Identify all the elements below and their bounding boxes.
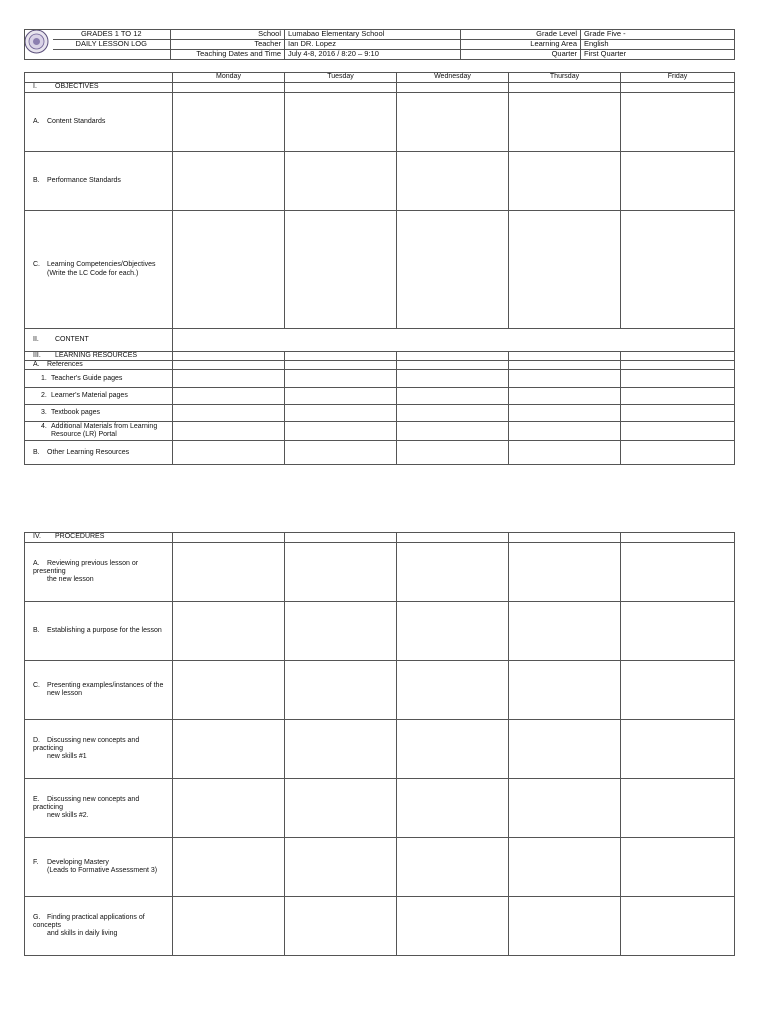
entry-cell — [509, 661, 621, 720]
entry-cell — [397, 211, 509, 329]
header-table — [24, 29, 735, 60]
teachers-guide-label: 1. Teacher's Guide pages — [25, 370, 173, 388]
entry-cell — [509, 779, 621, 838]
entry-cell — [173, 152, 285, 211]
entry-cell — [509, 388, 621, 405]
performance-standards-label: B. Performance Standards — [25, 152, 173, 211]
content-standards-label: A. Content Standards — [25, 93, 173, 152]
entry-cell — [621, 83, 735, 93]
objectives-heading: I. OBJECTIVES — [25, 83, 173, 93]
procedure-f-label: F. Developing Mastery (Leads to Formative Assessment 3) — [25, 838, 173, 897]
entry-cell — [285, 661, 397, 720]
entry-cell — [397, 441, 509, 465]
content-cell — [173, 329, 735, 352]
entry-cell — [397, 533, 509, 543]
entry-cell — [621, 361, 735, 370]
entry-cell — [285, 388, 397, 405]
entry-cell — [621, 533, 735, 543]
entry-cell — [173, 720, 285, 779]
entry-cell — [621, 352, 735, 361]
entry-cell — [397, 152, 509, 211]
entry-cell — [173, 838, 285, 897]
title-blank — [53, 50, 171, 60]
entry-cell — [509, 543, 621, 602]
entry-cell — [397, 779, 509, 838]
procedure-b-label: B. Establishing a purpose for the lesson — [25, 602, 173, 661]
entry-cell — [509, 720, 621, 779]
entry-cell — [509, 602, 621, 661]
references-label: A. References — [25, 361, 173, 370]
entry-cell — [397, 352, 509, 361]
entry-cell — [509, 441, 621, 465]
entry-cell — [285, 361, 397, 370]
day-header-thursday: Thursday — [509, 73, 621, 83]
entry-cell — [397, 370, 509, 388]
entry-cell — [509, 211, 621, 329]
entry-cell — [621, 370, 735, 388]
entry-cell — [621, 211, 735, 329]
entry-cell — [621, 405, 735, 422]
procedure-a-label: A. Reviewing previous lesson or presenting the new lesson — [25, 543, 173, 602]
entry-cell — [621, 152, 735, 211]
seal-cell — [25, 30, 53, 60]
entry-cell — [173, 602, 285, 661]
teacher-value: Ian DR. Lopez — [285, 40, 461, 50]
entry-cell — [509, 152, 621, 211]
entry-cell — [509, 370, 621, 388]
school-label: School — [171, 30, 285, 40]
entry-cell — [621, 543, 735, 602]
quarter-label: Quarter — [461, 50, 581, 60]
entry-cell — [621, 93, 735, 152]
title-line2: DAILY LESSON LOG — [53, 40, 171, 50]
entry-cell — [397, 422, 509, 441]
day-header-wednesday: Wednesday — [397, 73, 509, 83]
entry-cell — [173, 405, 285, 422]
procedure-c-label: C. Presenting examples/instances of the new lesson — [25, 661, 173, 720]
entry-cell — [509, 422, 621, 441]
entry-cell — [285, 352, 397, 361]
entry-cell — [173, 93, 285, 152]
day-header-monday: Monday — [173, 73, 285, 83]
day-header-friday: Friday — [621, 73, 735, 83]
entry-cell — [285, 779, 397, 838]
title-line1: GRADES 1 TO 12 — [53, 30, 171, 40]
entry-cell — [621, 602, 735, 661]
quarter-value: First Quarter — [581, 50, 735, 60]
entry-cell — [285, 422, 397, 441]
content-heading: II. CONTENT — [25, 329, 173, 352]
other-resources-label: B. Other Learning Resources — [25, 441, 173, 465]
entry-cell — [173, 422, 285, 441]
procedure-g-label: G. Finding practical applications of concepts and skills in daily living — [25, 897, 173, 956]
grade-level-value: Grade Five - — [581, 30, 735, 40]
entry-cell — [397, 720, 509, 779]
entry-cell — [285, 83, 397, 93]
entry-cell — [621, 897, 735, 956]
entry-cell — [285, 838, 397, 897]
learning-area-value: English — [581, 40, 735, 50]
corner-cell — [25, 73, 173, 83]
entry-cell — [397, 405, 509, 422]
entry-cell — [285, 602, 397, 661]
entry-cell — [397, 83, 509, 93]
entry-cell — [509, 83, 621, 93]
entry-cell — [397, 388, 509, 405]
procedure-e-label: E. Discussing new concepts and practicing new skills #2. — [25, 779, 173, 838]
entry-cell — [621, 661, 735, 720]
entry-cell — [509, 533, 621, 543]
entry-cell — [173, 83, 285, 93]
entry-cell — [397, 661, 509, 720]
entry-cell — [173, 543, 285, 602]
entry-cell — [285, 405, 397, 422]
entry-cell — [397, 838, 509, 897]
entry-cell — [509, 352, 621, 361]
school-value: Lumabao Elementary School — [285, 30, 461, 40]
entry-cell — [173, 352, 285, 361]
entry-cell — [173, 897, 285, 956]
entry-cell — [285, 93, 397, 152]
entry-cell — [509, 361, 621, 370]
entry-cell — [621, 838, 735, 897]
entry-cell — [509, 405, 621, 422]
entry-cell — [173, 441, 285, 465]
day-header-tuesday: Tuesday — [285, 73, 397, 83]
entry-cell — [285, 441, 397, 465]
entry-cell — [173, 361, 285, 370]
entry-cell — [173, 779, 285, 838]
learning-resources-heading: III. LEARNING RESOURCES — [25, 352, 173, 361]
learners-material-label: 2. Learner's Material pages — [25, 388, 173, 405]
procedures-heading: IV. PROCEDURES — [25, 533, 173, 543]
entry-cell — [285, 543, 397, 602]
entry-cell — [173, 370, 285, 388]
lesson-table-2 — [24, 532, 735, 956]
entry-cell — [397, 897, 509, 956]
dates-value: July 4-8, 2016 / 8:20 – 9:10 — [285, 50, 461, 60]
entry-cell — [285, 897, 397, 956]
entry-cell — [173, 661, 285, 720]
entry-cell — [285, 720, 397, 779]
grade-level-label: Grade Level — [461, 30, 581, 40]
entry-cell — [509, 897, 621, 956]
entry-cell — [621, 441, 735, 465]
entry-cell — [621, 388, 735, 405]
entry-cell — [285, 370, 397, 388]
entry-cell — [621, 720, 735, 779]
additional-materials-label: 4. Additional Materials from Learning Resource (LR) Portal — [25, 422, 173, 441]
entry-cell — [397, 602, 509, 661]
entry-cell — [173, 533, 285, 543]
entry-cell — [285, 533, 397, 543]
entry-cell — [173, 211, 285, 329]
entry-cell — [285, 211, 397, 329]
entry-cell — [621, 422, 735, 441]
lesson-table-1 — [24, 72, 735, 465]
entry-cell — [397, 361, 509, 370]
entry-cell — [285, 152, 397, 211]
procedure-d-label: D. Discussing new concepts and practicing new skills #1 — [25, 720, 173, 779]
entry-cell — [173, 388, 285, 405]
learning-area-label: Learning Area — [461, 40, 581, 50]
learning-competencies-label: C. Learning Competencies/Objectives (Write the LC Code for each.) — [25, 211, 173, 329]
entry-cell — [397, 543, 509, 602]
entry-cell — [621, 779, 735, 838]
entry-cell — [509, 93, 621, 152]
entry-cell — [397, 93, 509, 152]
teacher-label: Teacher — [171, 40, 285, 50]
dates-label: Teaching Dates and Time — [171, 50, 285, 60]
textbook-pages-label: 3. Textbook pages — [25, 405, 173, 422]
entry-cell — [509, 838, 621, 897]
